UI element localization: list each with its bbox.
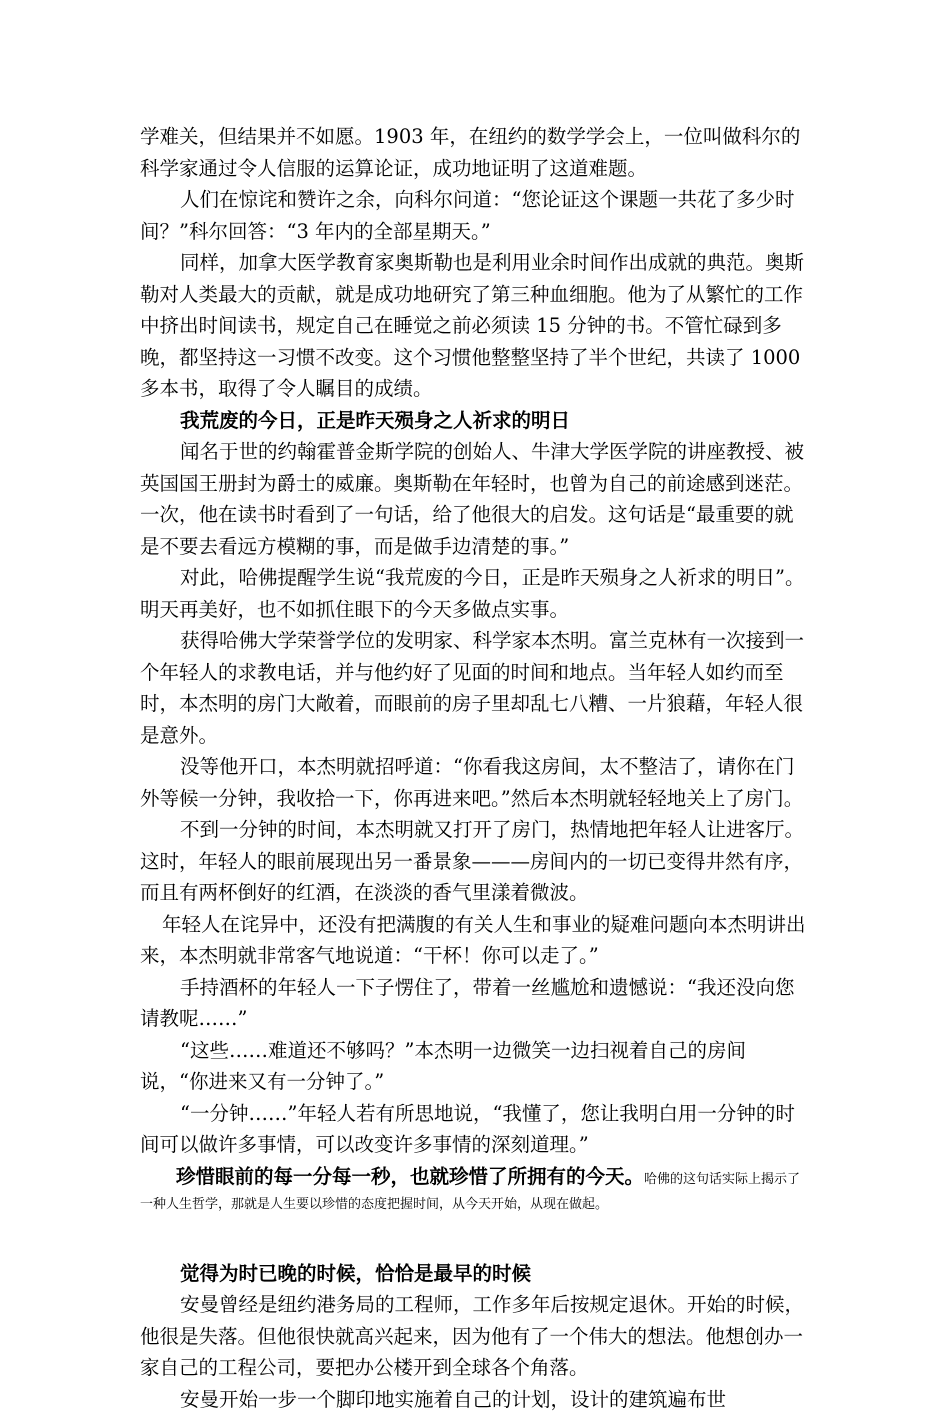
document-body <box>140 121 812 1415</box>
paragraph: 人们在惊诧和赞许之余，向科尔问道：“您论证这个课题一共花了多少时间？”科尔回答：“3 年内的全部星期天。” <box>140 184 812 247</box>
paragraph: 学难关，但结果并不如愿。1903 年，在纽约的数学学会上，一位叫做科尔的科学家通过令人信服的运算论证，成功地证明了这道难题。 <box>140 121 812 184</box>
paragraph: 没等他开口，本杰明就招呼道：“你看我这房间，太不整洁了，请你在门外等候一分钟，我收拾一下，你再进来吧。”然后本杰明就轻轻地关上了房门。 <box>140 751 812 814</box>
paragraph-mixed <box>140 1166 812 1216</box>
paragraph: 年轻人在诧异中，还没有把满腹的有关人生和事业的疑难问题向本杰明讲出来，本杰明就非常客气地说道：“干杯！你可以走了。” <box>140 909 812 972</box>
paragraph: 闻名于世的约翰霍普金斯学院的创始人、牛津大学医学院的讲座教授、被英国国王册封为爵士的威廉。奥斯勒在年轻时，也曾为自己的前途感到迷茫。一次，他在读书时看到了一句话，给了他很大的启发。这句话是“最重要的就是不要去看远方模糊的事，而是做手边清楚的事。” <box>140 436 812 562</box>
paragraph: 安曼曾经是纽约港务局的工程师，工作多年后按规定退休。开始的时候，他很是失落。但他很快就高兴起来，因为他有了一个伟大的想法。他想创办一家自己的工程公司，要把办公楼开到全球各个角落。 <box>140 1289 812 1384</box>
small-text: 哈佛的这句话实际上揭示了一种人生哲学，那就是人生要以珍惜的态度把握时间，从今天开始，从现在做起。 <box>140 1172 800 1212</box>
emphasis-text: 珍惜眼前的每一分每一秒，也就珍惜了所拥有的今天。 <box>176 1165 644 1188</box>
paragraph: 安曼开始一步一个脚印地实施着自己的计划，设计的建筑遍布世 <box>140 1384 812 1415</box>
paragraph: 手持酒杯的年轻人一下子愣住了，带着一丝尴尬和遗憾说：“我还没向您请教呢……” <box>140 972 812 1035</box>
spacer <box>140 1216 812 1258</box>
paragraph: 不到一分钟的时间，本杰明就又打开了房门，热情地把年轻人让进客厅。这时，年轻人的眼前展现出另一番景象———房间内的一切已变得井然有序，而且有两杯倒好的红酒，在淡淡的香气里漾着微波。 <box>140 814 812 909</box>
paragraph: “一分钟……”年轻人若有所思地说，“我懂了，您让我明白用一分钟的时间可以做许多事情，可以改变许多事情的深刻道理。” <box>140 1098 812 1161</box>
section-heading: 我荒废的今日，正是昨天殒身之人祈求的明日 <box>140 405 812 437</box>
paragraph: 获得哈佛大学荣誉学位的发明家、科学家本杰明。富兰克林有一次接到一个年轻人的求教电话，并与他约好了见面的时间和地点。当年轻人如约而至时，本杰明的房门大敞着，而眼前的房子里却乱七八糟、一片狼藉，年轻人很是意外。 <box>140 625 812 751</box>
section-heading: 觉得为时已晚的时候，恰恰是最早的时候 <box>140 1258 812 1290</box>
paragraph: 对此，哈佛提醒学生说“我荒废的今日，正是昨天殒身之人祈求的明日”。明天再美好，也不如抓住眼下的今天多做点实事。 <box>140 562 812 625</box>
paragraph: “这些……难道还不够吗？”本杰明一边微笑一边扫视着自己的房间说，“你进来又有一分钟了。” <box>140 1035 812 1098</box>
paragraph: 同样，加拿大医学教育家奥斯勒也是利用业余时间作出成就的典范。奥斯勒对人类最大的贡献，就是成功地研究了第三种血细胞。他为了从繁忙的工作中挤出时间读书，规定自己在睡觉之前必须读 15 分钟的书。不管忙碌到多晚，都坚持这一习惯不改变。这个习惯他整整坚持了半个世纪，共读了 1000 多本书，取得了令人瞩目的成绩。 <box>140 247 812 405</box>
